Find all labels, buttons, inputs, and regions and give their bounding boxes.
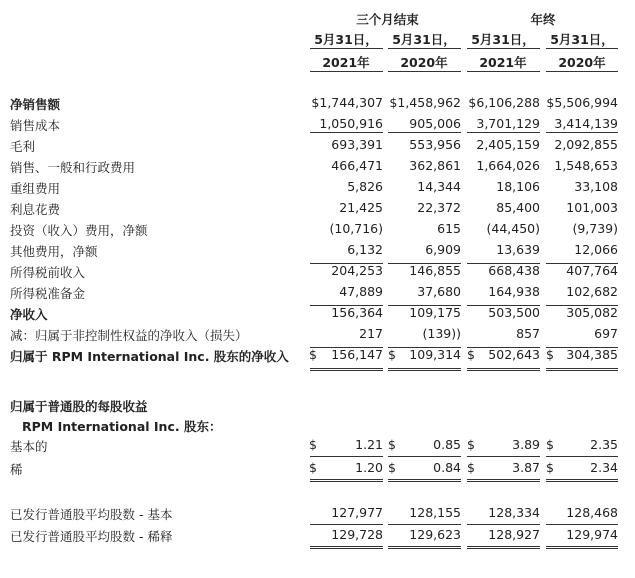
row-value: 1.20 [355, 460, 383, 475]
row-value: 615 [437, 221, 461, 236]
row-value: 37,680 [417, 284, 461, 299]
header-three-months: 三个月结束 [356, 12, 419, 27]
currency-symbol: $ [467, 460, 475, 475]
row-value: 156,147 [331, 347, 383, 362]
row-label: 销售、一般和行政费用 [10, 160, 136, 175]
row-value: 129,623 [409, 527, 461, 542]
row-label: 重组费用 [10, 181, 61, 196]
row-value: 305,082 [566, 305, 618, 320]
row-value: 693,391 [331, 137, 383, 152]
row-value: 21,425 [339, 200, 383, 215]
row-value: 128,155 [409, 505, 461, 520]
row-value: 3.87 [512, 460, 540, 475]
row-value: 697 [594, 326, 618, 341]
row-value: 164,938 [488, 284, 540, 299]
row-value: 0.84 [433, 460, 461, 475]
currency-symbol: $ [546, 460, 554, 475]
row-value: 129,974 [566, 527, 618, 542]
currency-symbol: $ [467, 347, 475, 362]
header-year-4: 2020年 [558, 55, 606, 70]
row-label: 所得税准备金 [10, 286, 86, 301]
row-value: (44,450) [486, 221, 540, 236]
row-value: 502,643 [488, 347, 540, 362]
currency-symbol: $ [546, 437, 554, 452]
eps-section-title: 归属于普通股的每股收益 [10, 399, 148, 414]
row-value: 466,471 [331, 158, 383, 173]
row-value: 217 [359, 326, 383, 341]
row-value: $1,744,307 [311, 95, 383, 110]
row-value: 146,855 [409, 263, 461, 278]
row-label: 销售成本 [10, 118, 61, 133]
header-year-3: 2021年 [479, 55, 527, 70]
row-value: 109,314 [409, 347, 461, 362]
row-value: 128,468 [566, 505, 618, 520]
row-value: 18,106 [496, 179, 540, 194]
row-value: 127,977 [331, 505, 383, 520]
row-value: $6,106,288 [468, 95, 540, 110]
row-value: 6,909 [425, 242, 461, 257]
row-label: 净收入 [10, 307, 48, 322]
row-value: 14,344 [417, 179, 461, 194]
row-label: 减：归属于非控制性权益的净收入（损失） [10, 328, 248, 343]
row-label: 投资（收入）费用，净额 [10, 223, 148, 238]
currency-symbol: $ [546, 347, 554, 362]
row-value: $5,506,994 [546, 95, 618, 110]
row-value: (9,739) [572, 221, 618, 236]
row-label: 净销售额 [10, 97, 61, 112]
row-value: 2,405,159 [476, 137, 540, 152]
row-value: (139)) [422, 326, 461, 341]
header-year: 年终 [530, 12, 556, 27]
row-value: 3.89 [512, 437, 540, 452]
row-value: 0.85 [433, 437, 461, 452]
row-value: 156,364 [331, 305, 383, 320]
row-label: 基本的 [10, 439, 48, 454]
row-value: 6,132 [347, 242, 383, 257]
currency-symbol: $ [309, 460, 317, 475]
currency-symbol: $ [388, 347, 396, 362]
row-value: 47,889 [339, 284, 383, 299]
row-value: 1,548,653 [554, 158, 618, 173]
row-label: 已发行普通股平均股数 - 稀释 [10, 529, 173, 544]
currency-symbol: $ [309, 437, 317, 452]
row-value: 2.35 [590, 437, 618, 452]
row-value: 5,826 [347, 179, 383, 194]
row-value: 101,003 [566, 200, 618, 215]
row-value: 1,050,916 [319, 116, 383, 131]
row-value: 668,438 [488, 263, 540, 278]
row-value: 3,701,129 [476, 116, 540, 131]
currency-symbol: $ [388, 460, 396, 475]
row-value: 2.34 [590, 460, 618, 475]
row-value: 407,764 [566, 263, 618, 278]
row-value: 129,728 [331, 527, 383, 542]
row-value: 304,385 [566, 347, 618, 362]
row-label: 利息花费 [10, 202, 61, 217]
row-value: 2,092,855 [554, 137, 618, 152]
header-date-1: 5月31日， [314, 32, 378, 47]
row-value: 85,400 [496, 200, 540, 215]
row-value: 12,066 [574, 242, 618, 257]
currency-symbol: $ [309, 347, 317, 362]
row-label: 毛利 [10, 139, 36, 154]
currency-symbol: $ [467, 437, 475, 452]
row-value: 362,861 [409, 158, 461, 173]
row-label: 已发行普通股平均股数 - 基本 [10, 507, 173, 522]
header-date-4: 5月31日， [550, 32, 614, 47]
row-value: 503,500 [488, 305, 540, 320]
row-label: 归属于 RPM International Inc. 股东的净收入 [10, 349, 289, 364]
row-value: 905,006 [409, 116, 461, 131]
row-value: 857 [516, 326, 540, 341]
row-label: 稀 [10, 462, 23, 477]
eps-section-subtitle: RPM International Inc. 股东： [22, 419, 222, 434]
row-value: 553,956 [409, 137, 461, 152]
row-label: 其他费用，净额 [10, 244, 98, 259]
row-value: 3,414,139 [554, 116, 618, 131]
header-year-2: 2020年 [400, 55, 448, 70]
row-value: 109,175 [409, 305, 461, 320]
row-value: 128,927 [488, 527, 540, 542]
row-value: 13,639 [496, 242, 540, 257]
row-value: 1.21 [355, 437, 383, 452]
currency-symbol: $ [388, 437, 396, 452]
row-value: (10,716) [329, 221, 383, 236]
row-value: 1,664,026 [476, 158, 540, 173]
row-value: 102,682 [566, 284, 618, 299]
row-value: 22,372 [417, 200, 461, 215]
header-date-3: 5月31日， [471, 32, 535, 47]
row-value: 33,108 [574, 179, 618, 194]
header-date-2: 5月31日， [392, 32, 456, 47]
header-year-1: 2021年 [322, 55, 370, 70]
row-value: $1,458,962 [389, 95, 461, 110]
row-label: 所得税前收入 [10, 265, 86, 280]
row-value: 128,334 [488, 505, 540, 520]
row-value: 204,253 [331, 263, 383, 278]
